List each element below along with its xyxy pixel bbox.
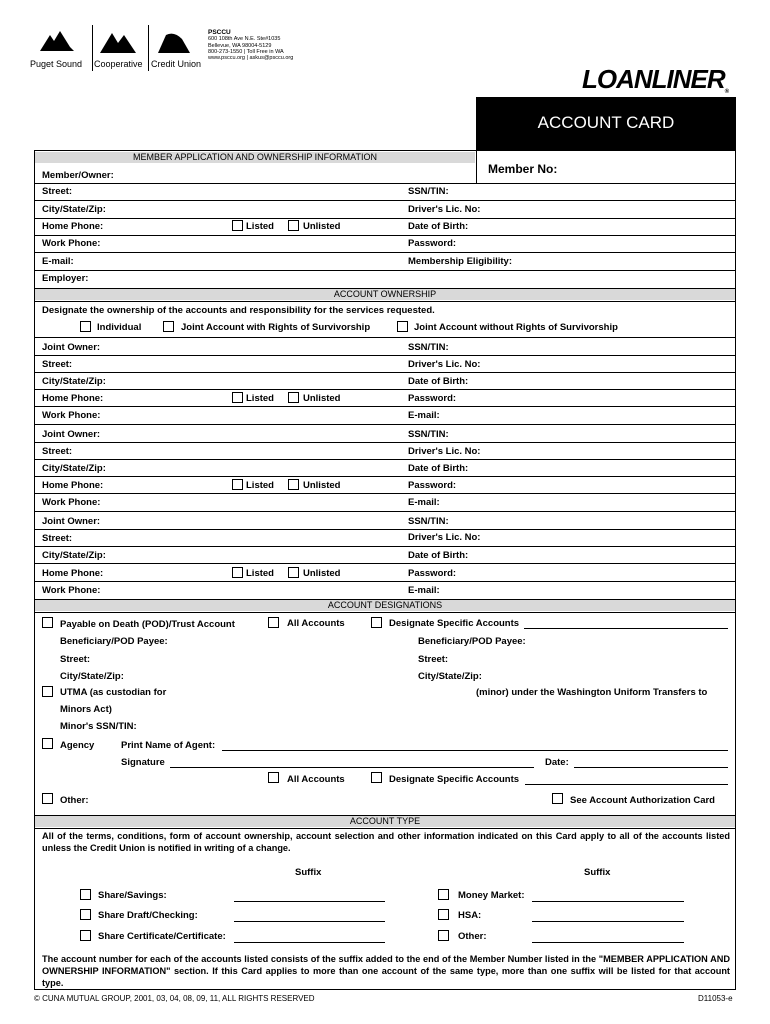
- ssn-label: SSN/TIN:: [408, 429, 449, 440]
- unlisted-label: Unlisted: [303, 568, 341, 579]
- share-savings-checkbox[interactable]: [80, 889, 91, 900]
- share-savings-suffix-line[interactable]: [234, 901, 385, 902]
- listed-label: Listed: [246, 568, 274, 579]
- share-certificate-label: Share Certificate/Certificate:: [98, 931, 226, 942]
- membership-eligibility-label: Membership Eligibility:: [408, 256, 512, 267]
- password-label: Password:: [408, 238, 457, 249]
- print-agent-label: Print Name of Agent:: [121, 740, 216, 751]
- joint-with-survivorship-label: Joint Account with Rights of Survivorship: [181, 322, 371, 333]
- unlisted-label: Unlisted: [303, 393, 341, 404]
- mountain-icon: [40, 29, 76, 53]
- drivers-lic-label: Driver's Lic. No:: [408, 532, 481, 543]
- email-label: E-mail:: [408, 410, 440, 421]
- see-auth-label: See Account Authorization Card: [570, 795, 715, 806]
- joint-without-survivorship-label: Joint Account without Rights of Survivorship: [414, 322, 618, 333]
- terms-paragraph: All of the terms, conditions, form of account ownership, account selection and other information indicated on this Card apply to all of the accounts listed unless the Credit Union is notified in writing of a change.: [42, 831, 730, 853]
- share-savings-label: Share/Savings:: [98, 890, 167, 901]
- minors-act-label: Minors Act): [60, 704, 112, 715]
- email-label: E-mail:: [42, 256, 74, 267]
- unlisted-checkbox[interactable]: [288, 567, 299, 578]
- other-type-label: Other:: [458, 931, 487, 942]
- beneficiary-label: Beneficiary/POD Payee:: [418, 636, 526, 647]
- all-accounts-label: All Accounts: [287, 774, 345, 785]
- unlisted-label: Unlisted: [303, 221, 341, 232]
- listed-label: Listed: [246, 393, 274, 404]
- employer-label: Employer:: [42, 273, 89, 284]
- date-label: Date:: [545, 757, 569, 768]
- agency-checkbox[interactable]: [42, 738, 53, 749]
- drivers-lic-label: Driver's Lic. No:: [408, 359, 481, 370]
- joint-owner-label: Joint Owner:: [42, 342, 101, 353]
- section-bar-application: MEMBER APPLICATION AND OWNERSHIP INFORMATION: [35, 152, 475, 163]
- work-phone-label: Work Phone:: [42, 238, 101, 249]
- dob-label: Date of Birth:: [408, 376, 469, 387]
- listed-checkbox[interactable]: [232, 479, 243, 490]
- joint-owner-label: Joint Owner:: [42, 516, 101, 527]
- member-owner-label: Member/Owner:: [42, 170, 114, 181]
- share-certificate-checkbox[interactable]: [80, 930, 91, 941]
- home-phone-label: Home Phone:: [42, 221, 104, 232]
- section-bar-account-type: ACCOUNT TYPE: [35, 816, 735, 827]
- city-label: City/State/Zip:: [42, 376, 106, 387]
- address-block: PSCCU 600 108th Ave N.E. Ste#1035 Bellevue, WA 98004-5129 800-273-1550 | Toll Free in WA www.psccu.org | askus@psccu.org: [208, 29, 294, 62]
- loanliner-logo: LOANLINER®: [582, 64, 729, 95]
- password-label: Password:: [408, 393, 457, 404]
- listed-checkbox[interactable]: [232, 392, 243, 403]
- signature-line[interactable]: [170, 767, 534, 768]
- joint-owner-label: Joint Owner:: [42, 429, 101, 440]
- share-certificate-suffix-line[interactable]: [234, 942, 385, 943]
- city-label: City/State/Zip:: [42, 204, 106, 215]
- drivers-lic-label: Driver's Lic. No:: [408, 446, 481, 457]
- joint-with-survivorship-checkbox[interactable]: [163, 321, 174, 332]
- street-label: Street:: [60, 654, 91, 665]
- agent-name-line[interactable]: [222, 750, 728, 751]
- city-label: City/State/Zip:: [418, 671, 482, 682]
- share-draft-suffix-line[interactable]: [234, 921, 385, 922]
- credit-union-logo: [30, 25, 210, 73]
- specific-accounts-label: Designate Specific Accounts: [389, 774, 520, 785]
- listed-checkbox[interactable]: [232, 220, 243, 231]
- signature-label: Signature: [121, 757, 165, 768]
- other-label: Other:: [60, 795, 89, 806]
- date-line[interactable]: [574, 767, 728, 768]
- listed-checkbox[interactable]: [232, 567, 243, 578]
- work-phone-label: Work Phone:: [42, 410, 101, 421]
- ownership-instructions: Designate the ownership of the accounts and responsibility for the services requested.: [42, 305, 435, 316]
- joint-without-survivorship-checkbox[interactable]: [397, 321, 408, 332]
- pod-checkbox[interactable]: [42, 617, 53, 628]
- home-phone-label: Home Phone:: [42, 393, 104, 404]
- ssn-label: SSN/TIN:: [408, 516, 449, 527]
- utma-label: UTMA (as custodian for: [60, 687, 167, 698]
- listed-label: Listed: [246, 221, 274, 232]
- city-label: City/State/Zip:: [60, 671, 124, 682]
- all-accounts-checkbox[interactable]: [268, 772, 279, 783]
- street-label: Street:: [42, 533, 73, 544]
- member-no-label: Member No:: [488, 162, 558, 176]
- agency-label: Agency: [60, 740, 95, 751]
- unlisted-checkbox[interactable]: [288, 392, 299, 403]
- work-phone-label: Work Phone:: [42, 585, 101, 596]
- other-checkbox[interactable]: [42, 793, 53, 804]
- logo-word: Cooperative: [94, 59, 143, 69]
- mountain-icon: [156, 29, 192, 55]
- password-label: Password:: [408, 568, 457, 579]
- street-label: Street:: [418, 654, 449, 665]
- street-label: Street:: [42, 359, 73, 370]
- specific-accounts-checkbox[interactable]: [371, 772, 382, 783]
- money-market-checkbox[interactable]: [438, 889, 449, 900]
- form-frame: [34, 150, 736, 990]
- suffix-label: Suffix: [584, 867, 611, 878]
- home-phone-label: Home Phone:: [42, 568, 104, 579]
- pod-label: Payable on Death (POD)/Trust Account: [60, 619, 235, 630]
- ssn-label: SSN/TIN:: [408, 186, 449, 197]
- street-label: Street:: [42, 186, 73, 197]
- drivers-lic-label: Driver's Lic. No:: [408, 204, 481, 215]
- see-auth-checkbox[interactable]: [552, 793, 563, 804]
- page-title: ACCOUNT CARD: [476, 97, 736, 150]
- logo-word: Credit Union: [151, 59, 202, 69]
- specific-accounts-label: Designate Specific Accounts: [389, 618, 520, 629]
- utma-checkbox[interactable]: [42, 686, 53, 697]
- work-phone-label: Work Phone:: [42, 497, 101, 508]
- hsa-label: HSA:: [458, 910, 482, 921]
- all-accounts-checkbox[interactable]: [268, 617, 279, 628]
- suffix-label: Suffix: [295, 867, 322, 878]
- individual-label: Individual: [97, 322, 142, 333]
- city-label: City/State/Zip:: [42, 550, 106, 561]
- copyright: © CUNA MUTUAL GROUP, 2001, 03, 04, 08, 09, 11, ALL RIGHTS RESERVED: [34, 994, 315, 1003]
- unlisted-checkbox[interactable]: [288, 479, 299, 490]
- unlisted-label: Unlisted: [303, 480, 341, 491]
- specific-accounts-checkbox[interactable]: [371, 617, 382, 628]
- money-market-suffix-line[interactable]: [532, 901, 684, 902]
- share-draft-checkbox[interactable]: [80, 909, 91, 920]
- email-label: E-mail:: [408, 497, 440, 508]
- ssn-label: SSN/TIN:: [408, 342, 449, 353]
- street-label: Street:: [42, 446, 73, 457]
- account-number-note: The account number for each of the accounts listed consists of the suffix added to the end of the Member Number listed in the "MEMBER APPLICATION AND OWNERSHIP INFORMATION" section. If this Card applies to more than one account of the same type, more than one suffix will be listed for that account type.: [42, 954, 730, 988]
- hsa-suffix-line[interactable]: [532, 921, 684, 922]
- mountain-icon: [100, 29, 136, 55]
- money-market-label: Money Market:: [458, 890, 525, 901]
- listed-label: Listed: [246, 480, 274, 491]
- section-bar-designations: ACCOUNT DESIGNATIONS: [35, 600, 735, 611]
- all-accounts-label: All Accounts: [287, 618, 345, 629]
- minor-ssn-label: Minor's SSN/TIN:: [60, 721, 137, 732]
- section-bar-ownership: ACCOUNT OWNERSHIP: [35, 289, 735, 300]
- dob-label: Date of Birth:: [408, 463, 469, 474]
- home-phone-label: Home Phone:: [42, 480, 104, 491]
- other-type-suffix-line[interactable]: [532, 942, 684, 943]
- dob-label: Date of Birth:: [408, 221, 469, 232]
- hsa-checkbox[interactable]: [438, 909, 449, 920]
- share-draft-label: Share Draft/Checking:: [98, 910, 198, 921]
- email-label: E-mail:: [408, 585, 440, 596]
- minor-note: (minor) under the Washington Uniform Transfers to: [476, 687, 708, 698]
- beneficiary-label: Beneficiary/POD Payee:: [60, 636, 168, 647]
- form-code: D11053-e: [698, 994, 733, 1003]
- password-label: Password:: [408, 480, 457, 491]
- city-label: City/State/Zip:: [42, 463, 106, 474]
- individual-checkbox[interactable]: [80, 321, 91, 332]
- dob-label: Date of Birth:: [408, 550, 469, 561]
- other-type-checkbox[interactable]: [438, 930, 449, 941]
- logo-word: Puget Sound: [30, 59, 83, 69]
- unlisted-checkbox[interactable]: [288, 220, 299, 231]
